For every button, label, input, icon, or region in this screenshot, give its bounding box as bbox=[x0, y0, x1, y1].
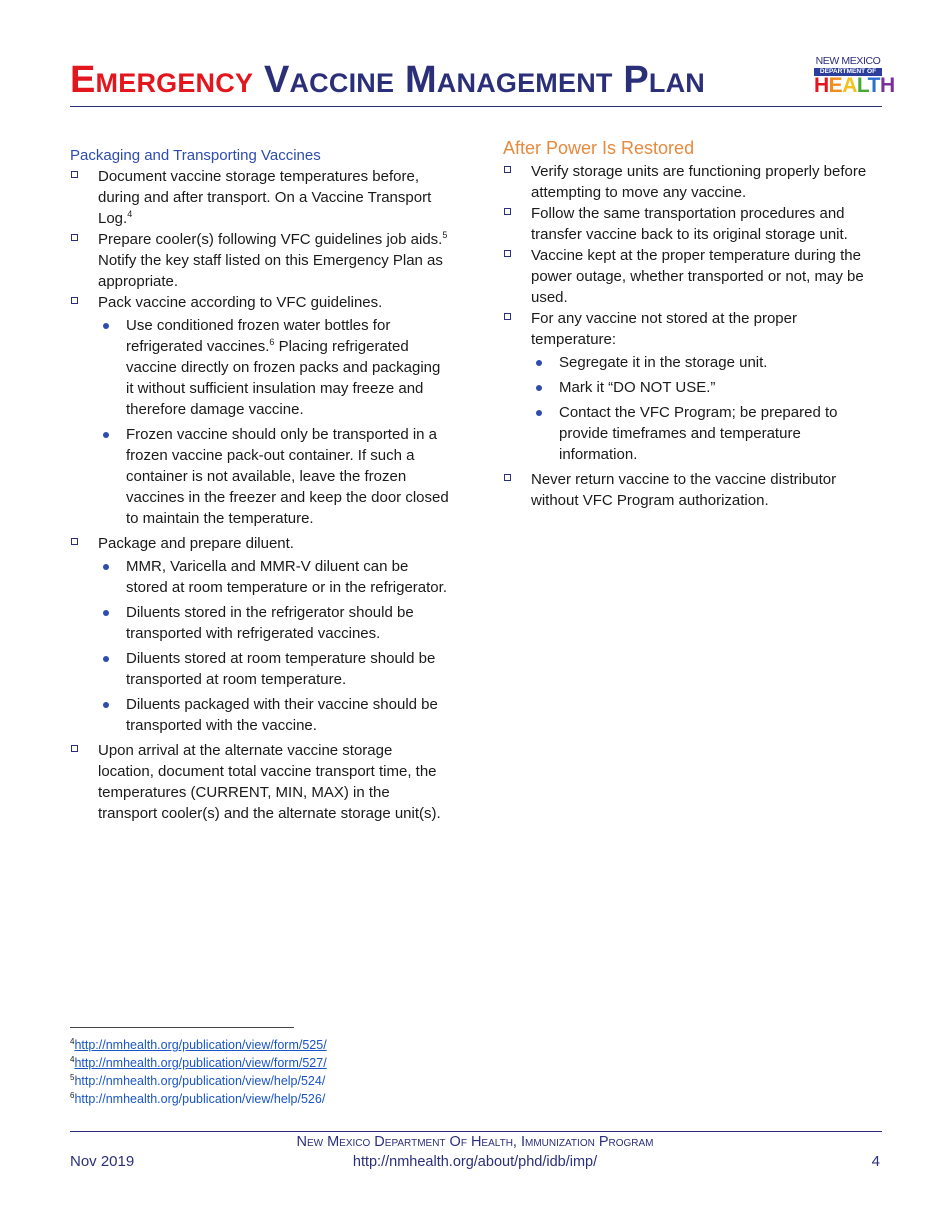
section-heading-packaging: Packaging and Transporting Vaccines bbox=[70, 147, 321, 164]
checkbox-icon bbox=[71, 297, 78, 304]
item-text: Placing refrigerated vaccine directly on frozen packs and packaging it without sufficient insulation may freeze and therefore damage vaccine. bbox=[126, 338, 441, 418]
item-text: Segregate it in the storage unit. bbox=[559, 354, 768, 371]
footnote-ref: 4 bbox=[127, 209, 133, 219]
footnote-divider bbox=[70, 1027, 294, 1028]
header-divider bbox=[70, 106, 882, 107]
item-text: MMR, Varicella and MMR-V diluent can be stored at room temperature or in the refrigerator. bbox=[126, 558, 447, 596]
logo-letter: H bbox=[814, 74, 829, 97]
item-text: Follow the same transportation procedures and transfer vaccine back to its original storage unit. bbox=[531, 205, 848, 243]
title-rest: Vaccine Management Plan bbox=[263, 59, 705, 101]
item-text: Vaccine kept at the proper temperature during the power outage, whether transported or not, may be used. bbox=[531, 247, 864, 306]
checkbox-icon bbox=[71, 745, 78, 752]
checklist-item bbox=[70, 166, 450, 229]
footnote-number: 4 bbox=[70, 1036, 75, 1046]
bullet-item bbox=[98, 602, 450, 644]
item-text: For any vaccine not stored at the proper temperature: bbox=[531, 310, 797, 348]
item-text: Notify the key staff listed on this Emergency Plan as appropriate. bbox=[98, 252, 443, 290]
bullet-icon bbox=[103, 564, 109, 570]
item-text: Mark it “DO NOT USE.” bbox=[559, 379, 716, 396]
bullet-item bbox=[531, 402, 873, 465]
footnote-url: http://nmhealth.org/publication/view/help/526/ bbox=[74, 1092, 326, 1106]
bullet-icon bbox=[536, 410, 542, 416]
checklist-item bbox=[503, 161, 873, 203]
logo-state: NEW MEXICO bbox=[815, 55, 881, 67]
packaging-checklist bbox=[70, 166, 450, 824]
checklist-item bbox=[70, 229, 450, 292]
item-text: Diluents packaged with their vaccine should be transported with the vaccine. bbox=[126, 696, 438, 734]
bullet-item bbox=[531, 352, 873, 373]
bullet-item bbox=[531, 377, 873, 398]
checkbox-icon bbox=[71, 538, 78, 545]
item-text: Use conditioned frozen water bottles for refrigerated vaccines. bbox=[126, 317, 391, 355]
footnote bbox=[70, 1090, 327, 1108]
checklist-item bbox=[503, 203, 873, 245]
logo-letter: A bbox=[842, 74, 857, 97]
footer-divider bbox=[70, 1131, 882, 1132]
bullet-item bbox=[98, 424, 450, 529]
bullet-icon bbox=[103, 432, 109, 438]
checklist-item bbox=[503, 245, 873, 308]
bullet-icon bbox=[536, 360, 542, 366]
bullet-icon bbox=[103, 656, 109, 662]
sub-list bbox=[531, 352, 873, 465]
section-heading-power-restored: After Power Is Restored bbox=[503, 138, 695, 158]
footnote bbox=[70, 1054, 327, 1072]
footnote-ref: 6 bbox=[269, 337, 275, 347]
checklist-item bbox=[70, 740, 450, 824]
footnote-link[interactable]: http://nmhealth.org/publication/view/form/525/ bbox=[74, 1038, 327, 1052]
footnotes bbox=[70, 1036, 327, 1108]
bullet-icon bbox=[103, 610, 109, 616]
item-text: Prepare cooler(s) following VFC guidelines job aids. bbox=[98, 231, 443, 248]
bullet-item bbox=[98, 556, 450, 598]
logo-department: DEPARTMENT OF bbox=[814, 68, 882, 76]
checklist-item bbox=[503, 469, 873, 511]
checkbox-icon bbox=[71, 171, 78, 178]
page-title bbox=[70, 58, 705, 102]
item-text: Contact the VFC Program; be prepared to provide timeframes and temperature information. bbox=[559, 404, 838, 463]
logo-letter: E bbox=[828, 74, 843, 97]
nm-health-logo bbox=[814, 55, 895, 97]
power-restored-checklist bbox=[503, 161, 873, 511]
item-text: Never return vaccine to the vaccine distributor without VFC Program authorization. bbox=[531, 471, 837, 509]
left-column bbox=[70, 145, 450, 824]
footnote bbox=[70, 1072, 327, 1090]
item-text: Diluents stored in the refrigerator should be transported with refrigerated vaccines. bbox=[126, 604, 414, 642]
logo-letter: L bbox=[856, 74, 868, 97]
footer-date: Nov 2019 bbox=[70, 1153, 135, 1170]
sub-list bbox=[98, 556, 450, 736]
page-number: 4 bbox=[871, 1153, 880, 1170]
footnote-url: http://nmhealth.org/publication/view/help/524/ bbox=[74, 1074, 326, 1088]
item-text: Pack vaccine according to VFC guidelines. bbox=[98, 294, 383, 311]
bullet-item bbox=[98, 694, 450, 736]
logo-health-word bbox=[814, 74, 895, 97]
item-text: Package and prepare diluent. bbox=[98, 535, 294, 552]
footer-url: http://nmhealth.org/about/phd/idb/imp/ bbox=[352, 1154, 598, 1170]
footnote-number: 5 bbox=[70, 1072, 75, 1082]
item-text: Verify storage units are functioning properly before attempting to move any vaccine. bbox=[531, 163, 867, 201]
footer-organization: New Mexico Department Of Health, Immunization Program bbox=[296, 1134, 654, 1150]
title-word-emergency: Emergency bbox=[70, 59, 254, 101]
checkbox-icon bbox=[504, 250, 511, 257]
checkbox-icon bbox=[504, 313, 511, 320]
logo-letter: H bbox=[879, 74, 895, 97]
right-column bbox=[503, 135, 873, 511]
footnote-number: 4 bbox=[70, 1054, 75, 1064]
item-text: Upon arrival at the alternate vaccine storage location, document total vaccine transport time, the temperatures (CURRENT, MIN, MAX) in the transport cooler(s) and the alternate storage unit(s). bbox=[98, 742, 441, 822]
logo-letter: T bbox=[867, 74, 880, 97]
checkbox-icon bbox=[504, 208, 511, 215]
footnote-link[interactable]: http://nmhealth.org/publication/view/form/527/ bbox=[74, 1056, 327, 1070]
bullet-icon bbox=[103, 323, 109, 329]
footnote-number: 6 bbox=[70, 1090, 75, 1100]
checklist-item bbox=[503, 308, 873, 465]
item-text: Document vaccine storage temperatures before, during and after transport. On a Vaccine Transport Log. bbox=[98, 168, 432, 227]
item-text: Diluents stored at room temperature should be transported at room temperature. bbox=[126, 650, 436, 688]
item-text: Frozen vaccine should only be transported in a frozen vaccine pack-out container. If such a container is not available, leave the frozen vaccines in the freezer and keep the door closed to maintain the temperature. bbox=[126, 426, 449, 527]
bullet-icon bbox=[103, 702, 109, 708]
checklist-item bbox=[70, 292, 450, 529]
checkbox-icon bbox=[71, 234, 78, 241]
checkbox-icon bbox=[504, 474, 511, 481]
bullet-item bbox=[98, 315, 450, 420]
checklist-item bbox=[70, 533, 450, 736]
footnote-ref: 5 bbox=[442, 230, 448, 240]
bullet-item bbox=[98, 648, 450, 690]
sub-list bbox=[98, 315, 450, 529]
checkbox-icon bbox=[504, 166, 511, 173]
bullet-icon bbox=[536, 385, 542, 391]
footnote bbox=[70, 1036, 327, 1054]
